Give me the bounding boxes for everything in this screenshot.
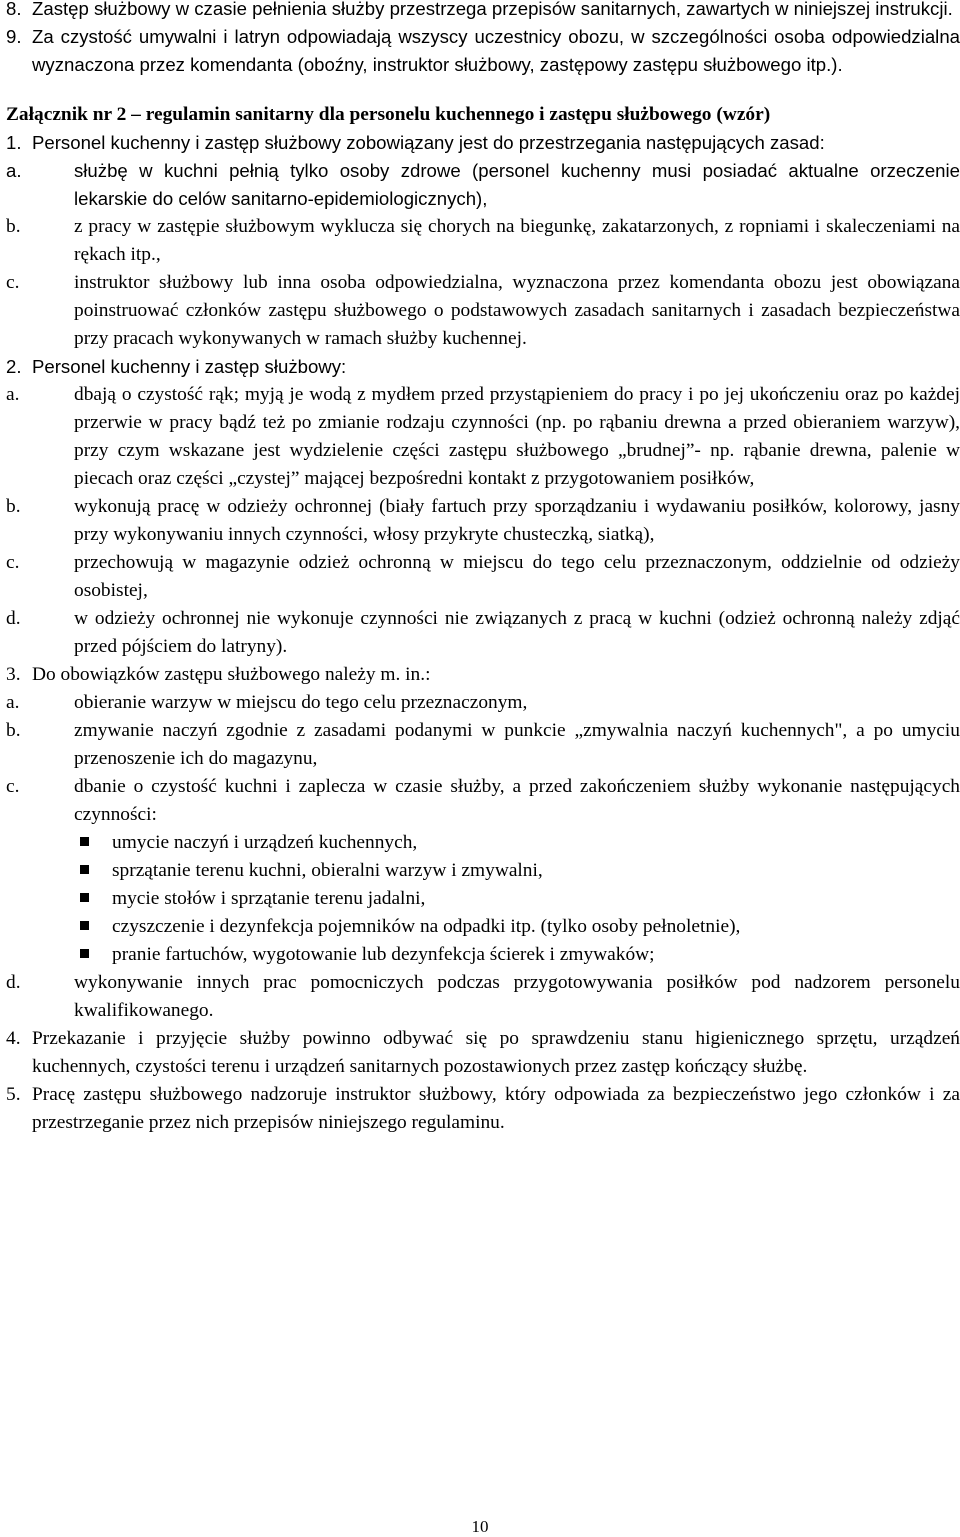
item-marker: a. — [6, 692, 20, 713]
item-text: wykonywanie innych prac pomocniczych podczas przygotowywania posiłków pod nadzorem personelu kwalifikowanego. — [74, 972, 960, 1021]
item-text: dbają o czystość rąk; myją je wodą z mydłem przed przystąpieniem do pracy i po jej ukończeniu oraz po każdej przerwie w pracy bądź też po zmianie rodzaju czynności (np. po rąbaniu drewna a przed obieraniem warzyw), przy czym wskazane jest wydzielenie części zastępu służbowego „brudnej”- np. rąbanie drewna, palenie w piecach oraz części „czystej” mającej bezpośredni kontakt z przygotowaniem posiłków, — [74, 384, 960, 489]
item-marker: d. — [6, 608, 21, 629]
item-marker: c. — [6, 272, 20, 293]
section-1-c — [6, 269, 960, 353]
item-marker: a. — [6, 384, 20, 405]
section-2-d — [6, 605, 960, 661]
section-3-c — [6, 773, 960, 829]
item-marker: 8. — [6, 0, 22, 19]
item-text: Zastęp służbowy w czasie pełnienia służby przestrzega przepisów sanitarnych, zawartych w niniejszej instrukcji. — [32, 0, 953, 19]
item-marker: b. — [6, 496, 21, 517]
bullet-square-icon — [80, 829, 89, 857]
section-3-a — [6, 689, 960, 717]
item-text: służbę w kuchni pełnią tylko osoby zdrowe (personel kuchenny musi posiadać aktualne orzeczenie lekarskie do celów sanitarno-epidemiologicznych), — [74, 160, 960, 209]
bullet-item — [6, 941, 960, 969]
item-marker: 3. — [6, 664, 21, 685]
document-body — [6, 0, 960, 1137]
section-1-b — [6, 213, 960, 269]
bullet-item — [6, 885, 960, 913]
item-text: z pracy w zastępie służbowym wyklucza się chorych na biegunkę, zakatarzonych, z ropniami i skaleczeniami na rękach itp., — [74, 216, 960, 265]
list-item-9 — [6, 23, 960, 79]
section-2-b — [6, 493, 960, 549]
item-text: obieranie warzyw w miejscu do tego celu przeznaczonym, — [74, 692, 528, 713]
list-item-8 — [6, 0, 960, 23]
item-marker: a. — [6, 160, 22, 181]
item-marker: 2. — [6, 356, 22, 377]
section-2 — [6, 353, 960, 381]
item-marker: d. — [6, 972, 21, 993]
item-text: Przekazanie i przyjęcie służby powinno odbywać się po sprawdzeniu stanu higienicznego sprzętu, urządzeń kuchennych, czystości terenu i urządzeń sanitarnych pozostawionych przez zastęp kończący służbę. — [32, 1028, 960, 1077]
bullet-item — [6, 829, 960, 857]
item-text: w odzieży ochronnej nie wykonuje czynności nie związanych z pracą w kuchni (odzież ochronną należy zdjąć przed pójściem do latryny). — [74, 608, 960, 657]
bullet-item — [6, 857, 960, 885]
item-text: Do obowiązków zastępu służbowego należy m. in.: — [32, 664, 431, 685]
item-text: czyszczenie i dezynfekcja pojemników na odpadki itp. (tylko osoby pełnoletnie), — [112, 916, 741, 937]
item-marker: b. — [6, 216, 21, 237]
section-5 — [6, 1081, 960, 1137]
item-text: przechowują w magazynie odzież ochronną w miejscu do tego celu przeznaczonym, oddzielnie od odzieży osobistej, — [74, 552, 960, 601]
item-marker: 4. — [6, 1028, 21, 1049]
item-text: Pracę zastępu służbowego nadzoruje instruktor służbowy, który odpowiada za bezpieczeństwo jego członków i za przestrzeganie przez nich przepisów niniejszego regulaminu. — [32, 1084, 960, 1133]
section-4 — [6, 1025, 960, 1081]
bullet-square-icon — [80, 913, 89, 941]
item-text: Personel kuchenny i zastęp służbowy zobowiązany jest do przestrzegania następujących zasad: — [32, 132, 825, 153]
item-marker: b. — [6, 720, 21, 741]
item-text: umycie naczyń i urządzeń kuchennych, — [112, 832, 418, 853]
section-1 — [6, 129, 960, 157]
item-text: Za czystość umywalni i latryn odpowiadają wszyscy uczestnicy obozu, w szczególności osoba odpowiedzialna wyznaczona przez komendanta (oboźny, instruktor służbowy, zastępowy zastępu służbowego itp.). — [32, 26, 960, 75]
item-text: dbanie o czystość kuchni i zaplecza w czasie służby, a przed zakończeniem służby wykonanie następujących czynności: — [74, 776, 960, 825]
item-text: pranie fartuchów, wygotowanie lub dezynfekcja ścierek i zmywaków; — [112, 944, 655, 965]
section-3-b — [6, 717, 960, 773]
item-marker: 1. — [6, 132, 22, 153]
attachment-heading: Załącznik nr 2 – regulamin sanitarny dla personelu kuchennego i zastępu służbowego (wzór) — [6, 104, 771, 125]
item-text: wykonują pracę w odzieży ochronnej (biały fartuch przy sporządzaniu i wydawaniu posiłków, kolorowy, jasny przy wykonywaniu innych czynności, włosy przykryte chusteczką, siatką), — [74, 496, 960, 545]
item-marker: 9. — [6, 26, 22, 47]
bullet-square-icon — [80, 885, 89, 913]
page-number: 10 — [471, 1517, 489, 1536]
section-1-a — [6, 157, 960, 213]
bullet-square-icon — [80, 857, 89, 885]
section-2-c — [6, 549, 960, 605]
section-3 — [6, 661, 960, 689]
section-3-d — [6, 969, 960, 1025]
item-marker: c. — [6, 552, 20, 573]
item-text: Personel kuchenny i zastęp służbowy: — [32, 356, 347, 377]
item-marker: c. — [6, 776, 20, 797]
bullet-item — [6, 913, 960, 941]
item-text: zmywanie naczyń zgodnie z zasadami podanymi w punkcie „zmywalnia naczyń kuchennych", a po umyciu przenoszenie ich do magazynu, — [74, 720, 960, 769]
item-text: mycie stołów i sprzątanie terenu jadalni, — [112, 888, 426, 909]
item-text: sprzątanie terenu kuchni, obieralni warzyw i zmywalni, — [112, 860, 543, 881]
item-marker: 5. — [6, 1084, 21, 1105]
section-2-a — [6, 381, 960, 493]
item-text: instruktor służbowy lub inna osoba odpowiedzialna, wyznaczona przez komendanta obozu jest obowiązana poinstruować członków zastępu służbowego o podstawowych zasadach sanitarnych i zasadach bezpieczeństwa przy pracach wykonywanych w ramach służby kuchennej. — [74, 272, 960, 349]
bullet-square-icon — [80, 941, 89, 969]
